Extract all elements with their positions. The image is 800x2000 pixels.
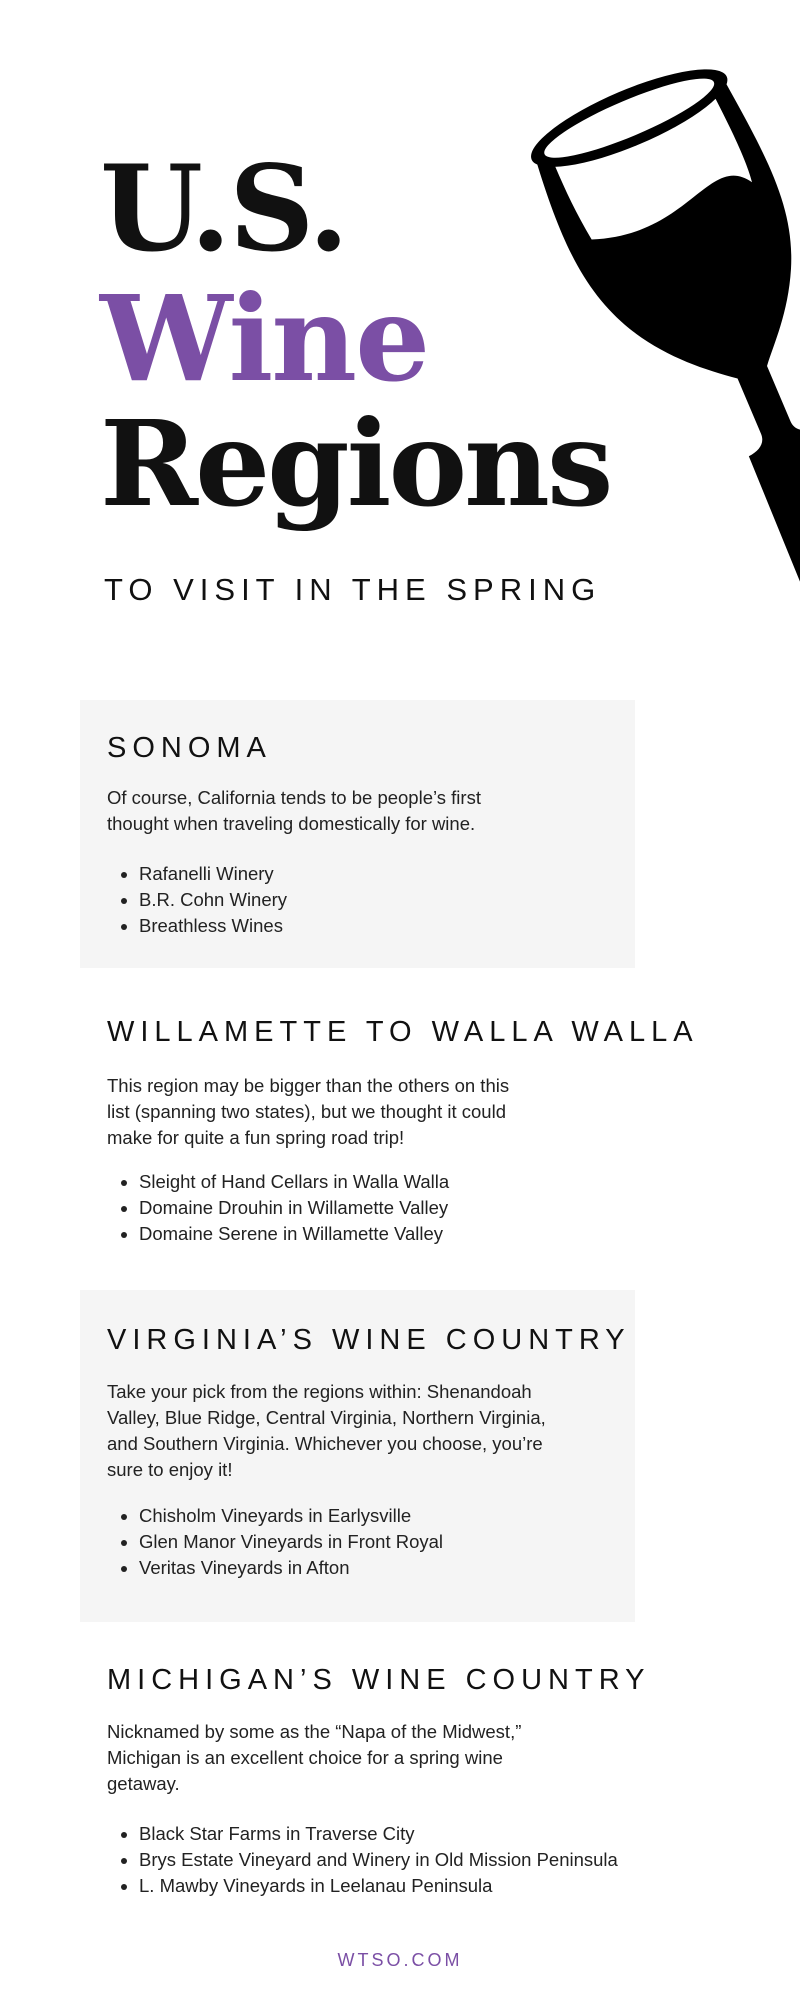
list-item: • Veritas Vineyards in Afton (139, 1555, 608, 1581)
section-virginia (80, 1290, 635, 1622)
title-line-regions: Regions (100, 394, 611, 533)
section-description: Take your pick from the regions within: Shenandoah Valley, Blue Ridge, Central Virginia, Northern Virginia, and Southern Virginia. Whichever you choose, you’re sure to enjoy it! (107, 1381, 546, 1480)
list-item: • Rafanelli Winery (139, 861, 608, 887)
section-title: MICHIGAN’S WINE COUNTRY (107, 1664, 651, 1696)
title-line-us: U.S. (100, 139, 348, 278)
list-item: • Domaine Serene in Willamette Valley (139, 1221, 608, 1247)
list-item: • Brys Estate Vineyard and Winery in Old Mission Peninsula (139, 1847, 608, 1873)
winery-list (107, 1821, 618, 1899)
section-sonoma (80, 700, 635, 968)
page-subtitle: TO VISIT IN THE SPRING (104, 572, 602, 607)
list-item: • Sleight of Hand Cellars in Walla Walla (139, 1169, 608, 1195)
section-title: WILLAMETTE TO WALLA WALLA (107, 1016, 699, 1048)
winery-list (107, 1169, 608, 1247)
winery-list (107, 1503, 608, 1581)
section-michigan (80, 1640, 651, 1910)
winery-list (107, 861, 608, 939)
section-description: This region may be bigger than the others on this list (spanning two states), but we thought it could make for quite a fun spring road trip! (107, 1075, 510, 1148)
list-item: • B.R. Cohn Winery (139, 887, 608, 913)
list-item: • Glen Manor Vineyards in Front Royal (139, 1529, 608, 1555)
section-title: VIRGINIA’S WINE COUNTRY (107, 1324, 631, 1356)
section-description: Nicknamed by some as the “Napa of the Midwest,” Michigan is an excellent choice for a spring wine getaway. (107, 1721, 522, 1794)
list-item: • L. Mawby Vineyards in Leelanau Peninsula (139, 1873, 608, 1899)
list-item: • Domaine Drouhin in Willamette Valley (139, 1195, 608, 1221)
list-item: • Chisholm Vineyards in Earlysville (139, 1503, 608, 1529)
title-line-wine: Wine (100, 269, 429, 408)
section-title: SONOMA (107, 732, 272, 764)
section-willamette-walla-walla (80, 1000, 699, 1260)
section-description: Of course, California tends to be people’s first thought when traveling domestically for wine. (107, 787, 481, 834)
list-item: • Black Star Farms in Traverse City (139, 1821, 608, 1847)
list-item: • Breathless Wines (139, 913, 608, 939)
footer-site-link[interactable]: WTSO.COM (337, 1950, 463, 1970)
